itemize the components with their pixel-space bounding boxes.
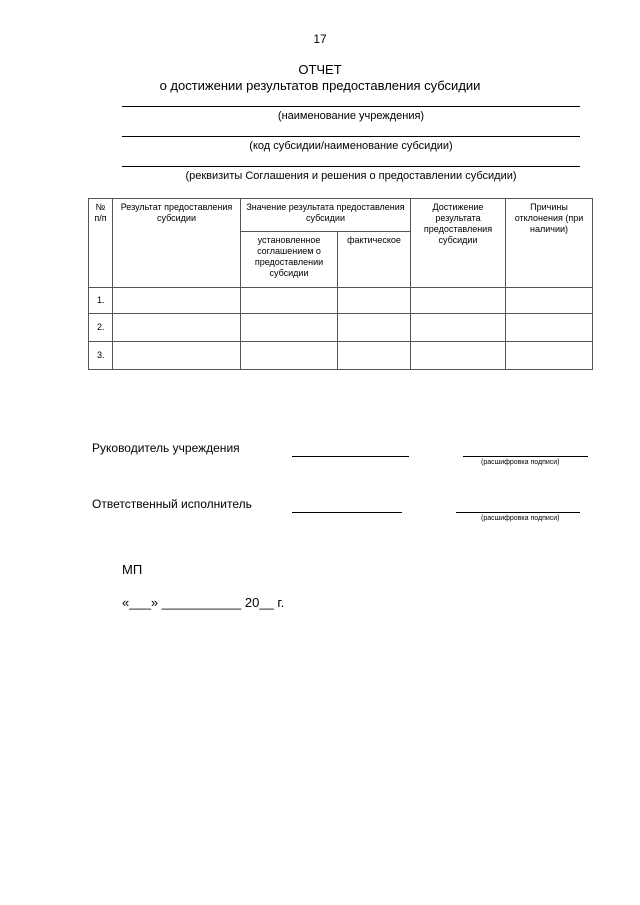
- agreement-details-line: [122, 166, 580, 167]
- header-achievement: Достижение результата предоставления субсидии: [411, 199, 506, 288]
- header-reasons: Причины отклонения (при наличии): [506, 199, 593, 288]
- head-name-caption: (расшифровка подписи): [481, 459, 560, 466]
- agreement-details-caption: (реквизиты Соглашения и решения о предоставлении субсидии): [185, 170, 517, 182]
- cell-result[interactable]: [113, 288, 241, 314]
- cell-reasons[interactable]: [506, 314, 593, 342]
- institution-name-line: [122, 106, 580, 107]
- header-value-actual: фактическое: [338, 232, 411, 288]
- report-title: ОТЧЕТ: [298, 62, 342, 77]
- table-row: [89, 342, 593, 370]
- row-number: 1.: [89, 288, 113, 314]
- executor-signature-label: Ответственный исполнитель: [92, 497, 252, 511]
- header-result: Результат предоставления субсидии: [113, 199, 241, 288]
- cell-achievement[interactable]: [411, 342, 506, 370]
- executor-name-caption: (расшифровка подписи): [481, 515, 560, 522]
- cell-result[interactable]: [113, 314, 241, 342]
- stamp-place: МП: [122, 562, 143, 577]
- executor-name-line[interactable]: [456, 512, 580, 513]
- institution-name-caption: (наименование учреждения): [277, 110, 425, 122]
- header-num: № п/п: [89, 199, 113, 288]
- cell-value-planned[interactable]: [241, 314, 338, 342]
- executor-signature-line[interactable]: [292, 512, 402, 513]
- cell-value-actual[interactable]: [338, 314, 411, 342]
- subsidy-code-caption: (код субсидии/наименование субсидии): [249, 140, 453, 152]
- table-row: [89, 288, 593, 314]
- head-signature-label: Руководитель учреждения: [92, 441, 240, 455]
- report-table: [88, 198, 593, 370]
- cell-value-actual[interactable]: [338, 342, 411, 370]
- cell-value-actual[interactable]: [338, 288, 411, 314]
- date-line: «___» ___________ 20__ г.: [122, 595, 285, 610]
- head-name-line[interactable]: [463, 456, 588, 457]
- cell-reasons[interactable]: [506, 342, 593, 370]
- cell-achievement[interactable]: [411, 314, 506, 342]
- cell-reasons[interactable]: [506, 288, 593, 314]
- header-value-planned: установленное соглашением о предоставлении субсидии: [241, 232, 338, 288]
- report-subtitle: о достижении результатов предоставления субсидии: [159, 78, 481, 93]
- row-number: 3.: [89, 342, 113, 370]
- row-number: 2.: [89, 314, 113, 342]
- table-row: [89, 314, 593, 342]
- cell-result[interactable]: [113, 342, 241, 370]
- page-number: 17: [313, 32, 327, 46]
- cell-achievement[interactable]: [411, 288, 506, 314]
- subsidy-code-line: [122, 136, 580, 137]
- cell-value-planned[interactable]: [241, 342, 338, 370]
- head-signature-line[interactable]: [292, 456, 409, 457]
- header-value-group: Значение результата предоставления субсидии: [241, 199, 411, 232]
- cell-value-planned[interactable]: [241, 288, 338, 314]
